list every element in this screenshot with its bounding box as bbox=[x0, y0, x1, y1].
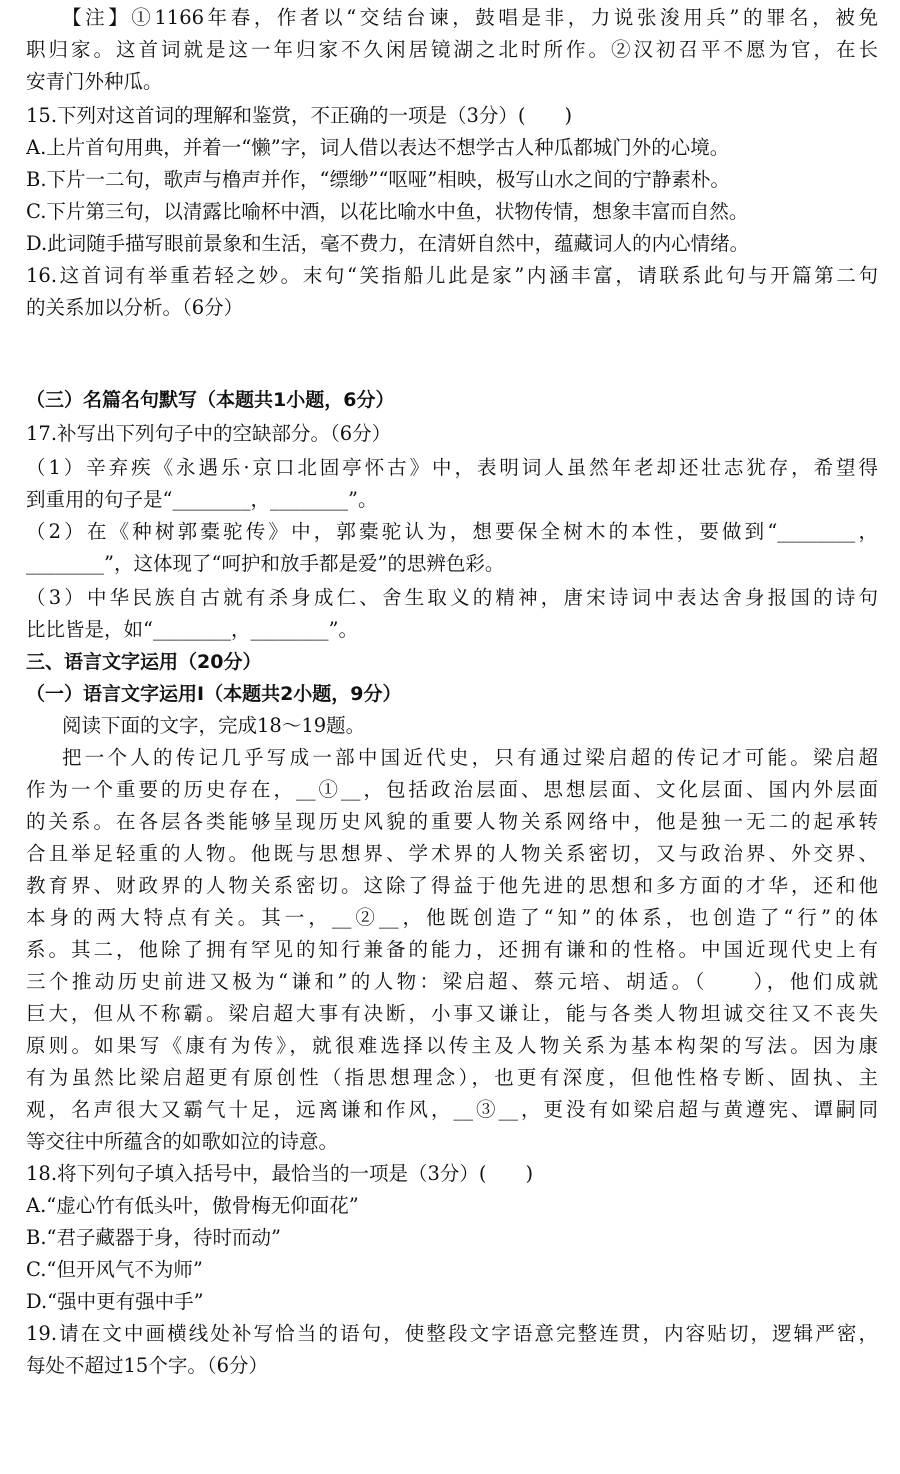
text-line: D.“强中更有强中手” bbox=[26, 1290, 204, 1313]
text-line: 18.将下列句子填入括号中，最恰当的一项是（3分）( ) bbox=[26, 1162, 534, 1185]
text-line: 比比皆是，如“________，________”。 bbox=[26, 618, 358, 641]
text-line: 作为一个重要的历史存在，__①__，包括政治层面、思想层面、文化层面、国内外层面 bbox=[26, 778, 878, 801]
text-line: D.此词随手描写眼前景象和生活，毫不费力，在清妍自然中，蕴藏词人的内心情绪。 bbox=[26, 232, 750, 255]
text-line: 巨大，但从不称霸。梁启超大事有决断，小事又谦让，能与各类人物坦诚交往又不丧失 bbox=[26, 1002, 878, 1025]
text-line: 三个推动历史前进又极为“谦和”的人物：梁启超、蔡元培、胡适。（ ），他们成就 bbox=[26, 970, 878, 993]
text-line: （2）在《种树郭橐驼传》中，郭橐驼认为，想要保全树木的本性，要做到“________， bbox=[26, 520, 878, 543]
text-line: 观，名声很大又霸气十足，远离谦和作风，__③__，更没有如梁启超与黄遵宪、谭嗣同 bbox=[26, 1098, 878, 1121]
text-line: 安青门外种瓜。 bbox=[26, 70, 163, 93]
text-line: 本身的两大特点有关。其一，__②__，他既创造了“知”的体系，也创造了“行”的体 bbox=[26, 906, 878, 929]
text-line: 的关系加以分析。（6分） bbox=[26, 296, 244, 319]
section-heading: （一）语言文字运用Ⅰ（本题共2小题，9分） bbox=[26, 683, 402, 705]
text-line: （3）中华民族自古就有杀身成仁、舍生取义的精神，唐宋诗词中表达舍身报国的诗句 bbox=[26, 586, 878, 609]
text-line: ________”，这体现了“呵护和放手都是爱”的思辨色彩。 bbox=[26, 552, 505, 575]
section-heading: 三、语言文字运用（20分） bbox=[26, 651, 262, 673]
text-line: 职归家。这首词就是这一年归家不久闲居镜湖之北时所作。②汉初召平不愿为官，在长 bbox=[26, 38, 878, 61]
text-line: C.下片第三句，以清露比喻杯中酒，以花比喻水中鱼，状物传情，想象丰富而自然。 bbox=[26, 200, 749, 223]
text-line: 17.补写出下列句子中的空缺部分。（6分） bbox=[26, 422, 392, 445]
text-line: 阅读下面的文字，完成18～19题。 bbox=[62, 714, 366, 737]
text-line: 原则。如果写《康有为传》，就很难选择以传主及人物关系为基本构架的写法。因为康 bbox=[26, 1034, 878, 1057]
text-line: 到重用的句子是“________，________”。 bbox=[26, 488, 378, 511]
text-line: 16.这首词有举重若轻之妙。末句“笑指船儿此是家”内涵丰富，请联系此句与开篇第二句 bbox=[26, 264, 878, 287]
text-line: 教育界、财政界的人物关系密切。这除了得益于他先进的思想和多方面的才华，还和他 bbox=[26, 874, 878, 897]
text-line: 每处不超过15个字。（6分） bbox=[26, 1354, 268, 1377]
text-line: 的关系。在各层各类能够呈现历史风貌的重要人物关系网络中，他是独一无二的起承转 bbox=[26, 810, 878, 833]
text-line: 合且举足轻重的人物。他既与思想界、学术界的人物关系密切，又与政治界、外交界、 bbox=[26, 842, 878, 865]
section-heading: （三）名篇名句默写（本题共1小题，6分） bbox=[26, 389, 395, 411]
text-line: B.“君子藏器于身，待时而动” bbox=[26, 1226, 281, 1249]
text-line: A.“虚心竹有低头叶，傲骨梅无仰面花” bbox=[26, 1194, 359, 1217]
text-line: （1）辛弃疾《永遇乐·京口北固亭怀古》中，表明词人虽然年老却还壮志犹存，希望得 bbox=[26, 456, 878, 479]
text-line: 把一个人的传记几乎写成一部中国近代史，只有通过梁启超的传记才可能。梁启超 bbox=[62, 746, 878, 769]
text-line: 系。其二，他除了拥有罕见的知行兼备的能力，还拥有谦和的性格。中国近现代史上有 bbox=[26, 938, 878, 961]
text-line: 19.请在文中画横线处补写恰当的语句，使整段文字语意完整连贯，内容贴切，逻辑严密， bbox=[26, 1322, 878, 1345]
text-line: B.下片一二句，歌声与橹声并作，“缥缈”“呕哑”相映，极写山水之间的宁静素朴。 bbox=[26, 168, 730, 191]
text-line: 15.下列对这首词的理解和鉴赏，不正确的一项是（3分）( ) bbox=[26, 104, 573, 127]
text-line: 等交往中所蕴含的如歌如泣的诗意。 bbox=[26, 1130, 339, 1153]
text-line: C.“但开风气不为师” bbox=[26, 1258, 203, 1281]
text-line: 【注】①1166年春，作者以“交结台谏，鼓唱是非，力说张浚用兵”的罪名，被免 bbox=[62, 6, 878, 29]
text-line: A.上片首句用典，并着一“懒”字，词人借以表达不想学古人种瓜都城门外的心境。 bbox=[26, 136, 730, 159]
text-line: 有为虽然比梁启超更有原创性（指思想理念），也更有深度，但他性格专断、固执、主 bbox=[26, 1066, 878, 1089]
